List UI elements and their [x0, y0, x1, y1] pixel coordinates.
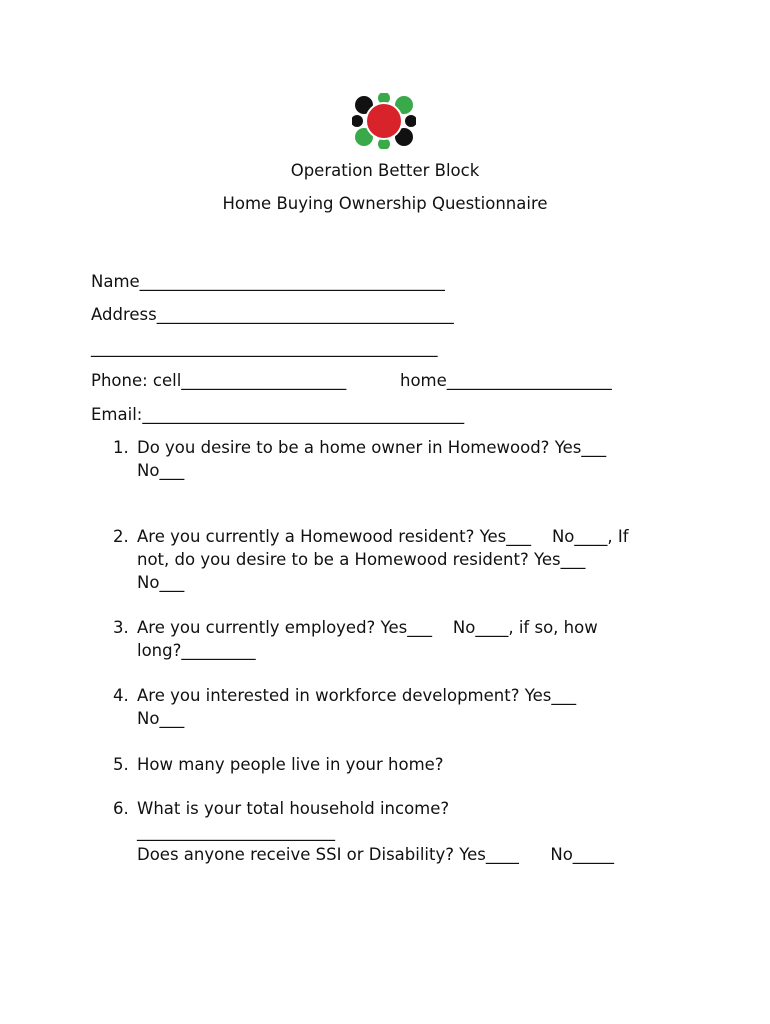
question-1-line-2: No___: [137, 461, 185, 480]
question-5-line-1: How many people live in your home?: [137, 755, 444, 774]
question-number: 2.: [113, 527, 129, 546]
address-field: Address____________________________________: [91, 305, 454, 324]
question-6-line-3: Does anyone receive SSI or Disability? Yes____ No_____: [137, 845, 615, 864]
question-number: 6.: [113, 799, 129, 818]
name-field: Name_____________________________________: [91, 272, 445, 291]
address-line2-field: __________________________________________: [91, 338, 438, 357]
question-1-line-1: Do you desire to be a home owner in Homewood? Yes___: [137, 438, 607, 457]
question-number: 5.: [113, 755, 129, 774]
question-6-line-1: What is your total household income?: [137, 799, 450, 818]
question-3-line-1: Are you currently employed? Yes___ No____, if so, how: [137, 618, 598, 637]
question-2-line-2: not, do you desire to be a Homewood resident? Yes___: [137, 550, 586, 569]
question-2-line-1: Are you currently a Homewood resident? Yes___ No____, If: [137, 527, 629, 546]
question-number: 1.: [113, 438, 129, 457]
phone-home-field: home____________________: [400, 371, 612, 390]
question-4-line-1: Are you interested in workforce development? Yes___: [137, 686, 577, 705]
email-field: Email:_______________________________________: [91, 405, 465, 424]
phone-cell-field: Phone: cell____________________: [91, 371, 347, 390]
form-title: Home Buying Ownership Questionnaire: [222, 194, 548, 213]
question-number: 4.: [113, 686, 129, 705]
question-2-line-3: No___: [137, 573, 185, 592]
org-name: Operation Better Block: [290, 161, 480, 180]
question-4-line-2: No___: [137, 709, 185, 728]
question-6-line-2: ________________________: [137, 822, 335, 841]
operation-better-block-logo-icon: [352, 93, 416, 149]
question-3-line-2: long?_________: [137, 641, 256, 660]
question-number: 3.: [113, 618, 129, 637]
